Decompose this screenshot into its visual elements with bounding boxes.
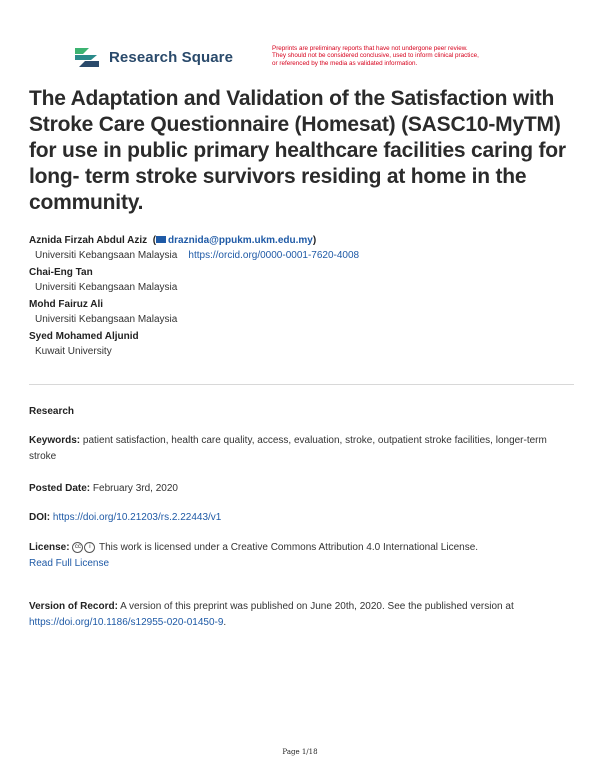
doi-label: DOI:	[29, 512, 51, 523]
read-full-license-link[interactable]: Read Full License	[29, 558, 110, 569]
version-label: Version of Record:	[29, 601, 118, 612]
license	[29, 540, 574, 572]
article-type-text: Research	[29, 406, 75, 417]
author-affiliation: Universiti Kebangsaan Malaysia	[35, 282, 178, 293]
research-square-logo-icon	[73, 46, 101, 68]
disclaimer-line: They should not be considered conclusive, used to inform clinical practice,	[272, 52, 479, 60]
disclaimer-line: Preprints are preliminary reports that have not undergone peer review.	[272, 45, 468, 52]
paper-title: The Adaptation and Validation of the Satisfaction with Stroke Care Questionnaire (Homesat) (SASC10-MyTM) for use in public primary healthcare facilities caring for long- term stroke survivors residing at home in the community.	[29, 87, 566, 214]
license-text: This work is licensed under a Creative Commons Attribution 4.0 International License.	[98, 542, 479, 553]
cc-icon: cc	[72, 542, 83, 553]
research-square-logo[interactable]	[73, 46, 233, 68]
author-name: Mohd Fairuz Ali	[29, 299, 104, 310]
doi	[29, 510, 574, 526]
envelope-icon	[156, 236, 166, 243]
posted-date	[29, 481, 574, 497]
attribution-icon: i	[84, 542, 95, 553]
license-label: License:	[29, 542, 70, 553]
author-list	[29, 233, 574, 361]
author-affiliation: Universiti Kebangsaan Malaysia	[35, 314, 178, 325]
doi-link[interactable]: https://doi.org/10.21203/rs.2.22443/v1	[52, 512, 222, 523]
author-name: Chai-Eng Tan	[29, 267, 93, 278]
version-text: A version of this preprint was published on June 20th, 2020. See the published version at	[120, 601, 514, 612]
page-number: Page 1/18	[282, 748, 318, 756]
section-divider	[29, 384, 574, 385]
author-name-text: Aznida Firzah Abdul Aziz	[29, 235, 148, 246]
disclaimer-line: or referenced by the media as validated information.	[272, 59, 418, 67]
version-of-record	[29, 599, 574, 631]
article-type	[29, 404, 574, 420]
preprint-disclaimer	[272, 45, 532, 67]
author-name: Syed Mohamed Aljunid	[29, 331, 139, 342]
posted-date-label: Posted Date:	[29, 483, 91, 494]
affiliation-text: Universiti Kebangsaan Malaysia	[35, 250, 178, 261]
author-affiliation	[29, 248, 574, 263]
version-period: .	[223, 617, 227, 628]
author-name: Aznida Firzah Abdul Aziz ( draznida@ppukm.ukm.edu.my)	[29, 235, 317, 246]
author-affiliation: Kuwait University	[35, 346, 112, 357]
keywords-label: Keywords:	[29, 435, 81, 446]
orcid-link[interactable]: https://orcid.org/0000-0001-7620-4008	[188, 250, 360, 261]
posted-date-value: February 3rd, 2020	[92, 483, 178, 494]
version-doi-link[interactable]: https://doi.org/10.1186/s12955-020-01450-9	[29, 617, 224, 628]
author-email-link[interactable]: draznida@ppukm.ukm.edu.my	[168, 235, 313, 246]
keywords	[29, 433, 574, 465]
keywords-value: patient satisfaction, health care quality, access, evaluation, stroke, outpatient stroke facilities, longer-term stroke	[29, 435, 547, 462]
brand-name: Research Square	[109, 48, 234, 66]
